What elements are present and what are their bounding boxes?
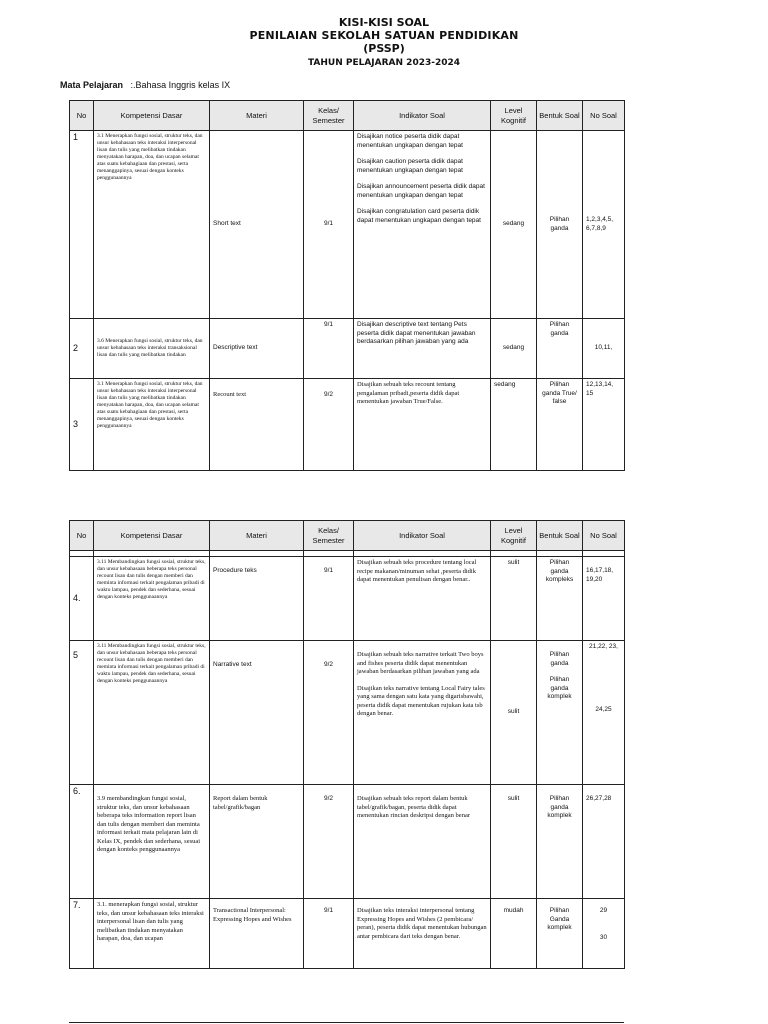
- row-level: sedang: [491, 379, 537, 471]
- col-bentuk: Bentuk Soal: [537, 521, 583, 551]
- col-level: Level Kognitif: [491, 521, 537, 551]
- table-row: [70, 641, 625, 785]
- row-kelas: 9/2: [304, 641, 354, 785]
- row-indikator: Disajikan teks interaksi interpersonal tentang Expressing Hopes and Wishes (2 pembicara/ peran), peserta didik dapat menentukan hubungan antar pembicara dari teks dengan benar.: [354, 899, 491, 969]
- row-indikator: Disajikan sebuah teks procedure tentang local recipe makanan/minuman sehat ,peserta didik dapat menentukan penulisan dengan benar..: [354, 557, 491, 641]
- row-nosoal: 16,17,18, 19,20: [583, 557, 625, 641]
- title-line-2: PENILAIAN SEKOLAH SATUAN PENDIDIKAN: [249, 29, 519, 42]
- col-indikator: Indikator Soal: [354, 101, 491, 131]
- col-kompetensi: Kompetensi Dasar: [94, 101, 210, 131]
- subject-label: Mata Pelajaran: [60, 80, 124, 90]
- row-no: 3: [70, 379, 94, 471]
- row-nosoal: 10,11,: [583, 319, 625, 379]
- col-materi: Materi: [210, 101, 304, 131]
- col-nosoal: No Soal: [583, 101, 625, 131]
- row-nosoal: [583, 899, 625, 969]
- title-line-1: KISI-KISI SOAL: [338, 16, 430, 29]
- row-kd: 3.9 membandingkan fungsi sosial, struktur teks, dan unsur kebahasaan beberapa teks information report lisan dan tulis dengan memberi dan meminta informasi terkait mata pelajaran lain di Kelas IX, pendek dan sederhana, sesuai dengan konteks penggunaannya: [94, 785, 210, 899]
- col-bentuk: Bentuk Soal: [537, 101, 583, 131]
- row-kd: 3.1 Menerapkan fungsi sosial, struktur teks, dan unsur kebahasaan teks interaksi interpersonal lisan dan tulis yang melibatkan tindakan menyatakan harapan, doa, dan ucapan selamat atas suatu kebahagiaan dan prestasi, serta menanggapinya, sesuai dengan konteks penggunaannya: [94, 131, 210, 319]
- row-level: sedang: [491, 131, 537, 319]
- row-kelas: 9/1: [304, 319, 354, 379]
- nosoal-item: 29: [599, 907, 608, 914]
- col-level: Level Kognitif: [491, 101, 537, 131]
- title-line-4: TAHUN PELAJARAN 2023-2024: [307, 58, 461, 68]
- nosoal-item: 24,25: [595, 705, 612, 713]
- subject-line: [60, 80, 230, 90]
- row-kd: 3.1. menerapkan fungsi sosial, struktur teks, dan unsur kebahasaan teks interaksi interpersonal lisan dan tulis yang melibatkan tindakan menyatakan harapan, doa, dan ucapan: [94, 899, 210, 969]
- table-header-row: [70, 101, 625, 131]
- row-no: 1: [70, 131, 94, 319]
- row-kd: 3.11 Membandingkan fungsi sosial, struktur teks, dan unsur kebahasaan beberapa teks personal recount lisan dan tulis dengan memberi dan meminta informasi terkait pengalaman pribadi di waktu lampau, pendek dan sederhana, sesuai dengan konteks penggunaannya: [94, 641, 210, 785]
- document-title-block: [0, 16, 768, 70]
- row-kd: 3.6 Menerapkan fungsi sosial, struktur teks, dan unsur kebahasaan teks interaksi transaksional lisan dan tulis yang melibatkan tindakan: [94, 319, 210, 379]
- col-no: No: [70, 101, 94, 131]
- table-header-row: [70, 521, 625, 551]
- indikator-item: Disajikan notice peserta didik dapat menentukan ungkapan dengan tepat: [357, 133, 463, 149]
- indikator-item: Disajikan sebuah teks narrative terkait Two boys and fishes peserta didik dapat menentukan jawaban berdasarkan pilihan jawaban yang ada: [357, 651, 484, 675]
- row-nosoal: 1,2,3,4,5, 6,7,8,9: [583, 131, 625, 319]
- indikator-item: Disajikan teks narrative tentang Local Fairy tales yang sama dengan satu kata yang digarisbawahi, peserta didik dapat menentukan rujukan kata tsb dengan benar.: [357, 684, 485, 717]
- nosoal-item: 21,22, 23,: [589, 643, 618, 650]
- row-no: 6.: [70, 785, 94, 899]
- col-nosoal: No Soal: [583, 521, 625, 551]
- row-kelas: 9/2: [304, 379, 354, 471]
- row-materi: Recount text: [210, 379, 304, 471]
- table-row: [70, 131, 625, 319]
- row-indikator: Disajikan descriptive text tentang Pets peserta didik dapat menentukan jawaban berdasarkan pilihan jawaban yang ada: [354, 319, 491, 379]
- col-kompetensi: Kompetensi Dasar: [94, 521, 210, 551]
- row-no: 4.: [70, 557, 94, 641]
- row-bentuk: Pilihan Ganda komplek: [537, 899, 583, 969]
- row-level: sulit: [491, 557, 537, 641]
- row-kelas: 9/1: [304, 899, 354, 969]
- subject-value: :.Bahasa Inggris kelas IX: [130, 80, 231, 90]
- grid-table-1: [69, 100, 625, 471]
- row-bentuk: Pilihan ganda True/ false: [537, 379, 583, 471]
- table-row: [70, 899, 625, 969]
- row-indikator: Disajikan sebuah teks recount tentang pengalaman pribadi,peserta didik dapat menentukan jawaban True/False.: [354, 379, 491, 471]
- row-bentuk: Pilihan ganda komplek: [537, 785, 583, 899]
- col-kelas: Kelas/ Semester: [304, 521, 354, 551]
- nosoal-item: 30: [599, 933, 608, 941]
- bentuk-item: Pilihan ganda komplek: [547, 676, 572, 700]
- row-materi: Transactional Interpersonal: Expressing Hopes and Wishes: [210, 899, 304, 969]
- row-kelas: 9/1: [304, 131, 354, 319]
- row-bentuk: [537, 641, 583, 785]
- page-bottom-rule: [69, 1022, 624, 1023]
- row-indikator: Disajikan sebuah teks report dalam bentuk tabel/grafik/bagan, peserta didik dapat menentukan rincian deskripsi dengan benar: [354, 785, 491, 899]
- row-kelas: 9/1: [304, 557, 354, 641]
- row-materi: Procedure teks: [210, 557, 304, 641]
- indikator-item: Disajikan caution peserta didik dapat menentukan ungkapan dengan tepat: [357, 158, 463, 174]
- row-kd: 3.1 Menerapkan fungsi sosial, struktur teks, dan unsur kebahasaan teks interaksi interpersonal lisan dan tulis yang melibatkan tindakan menyatakan harapan, doa, dan ucapan selamat atas suatu kebahagiaan dan prestasi, serta menanggapinya, sesuai dengan konteks penggunaannya: [94, 379, 210, 471]
- row-nosoal: 26,27,28: [583, 785, 625, 899]
- table-row: [70, 785, 625, 899]
- row-materi: Descriptive text: [210, 319, 304, 379]
- row-bentuk: Pilihan ganda: [537, 319, 583, 379]
- indikator-item: Disajikan congratulation card peserta didik dapat menentukan ungkapan dengan tepat: [357, 208, 481, 224]
- col-indikator: Indikator Soal: [354, 521, 491, 551]
- row-materi: Report dalam bentuk tabel/grafik/bagan: [210, 785, 304, 899]
- title-line-3: (PSSP): [363, 42, 405, 55]
- row-no: 2: [70, 319, 94, 379]
- row-materi: Narrative text: [210, 641, 304, 785]
- row-level: sulit: [491, 785, 537, 899]
- row-kd: 3.11 Membandingkan fungsi sosial, struktur teks, dan unsur kebahasaan beberapa teks personal recount lisan dan tulis dengan memberi dan meminta informasi terkait pengalaman pribadi di waktu lampau, pendek dan sederhana, sesuai dengan konteks penggunaannya: [94, 557, 210, 641]
- row-no: 7.: [70, 899, 94, 969]
- col-kelas: Kelas/ Semester: [304, 101, 354, 131]
- row-no: 5: [70, 641, 94, 785]
- row-materi: Short text: [210, 131, 304, 319]
- table-row: [70, 557, 625, 641]
- row-kelas: 9/2: [304, 785, 354, 899]
- row-nosoal: [583, 641, 625, 785]
- col-materi: Materi: [210, 521, 304, 551]
- table-row: [70, 319, 625, 379]
- row-bentuk: Pilihan ganda kompleks: [537, 557, 583, 641]
- col-no: No: [70, 521, 94, 551]
- bentuk-item: Pilihan ganda: [549, 651, 570, 667]
- indikator-item: Disajikan announcement peserta didik dapat menentukan ungkapan dengan tepat: [357, 183, 485, 199]
- row-level: sulit: [491, 641, 537, 785]
- row-level: mudah: [491, 899, 537, 969]
- row-nosoal: 12,13,14, 15: [583, 379, 625, 471]
- row-indikator: [354, 641, 491, 785]
- row-level: sedang: [491, 319, 537, 379]
- table-row: [70, 379, 625, 471]
- row-bentuk: Pilihan ganda: [537, 131, 583, 319]
- grid-table-2: [69, 520, 625, 969]
- row-indikator: [354, 131, 491, 319]
